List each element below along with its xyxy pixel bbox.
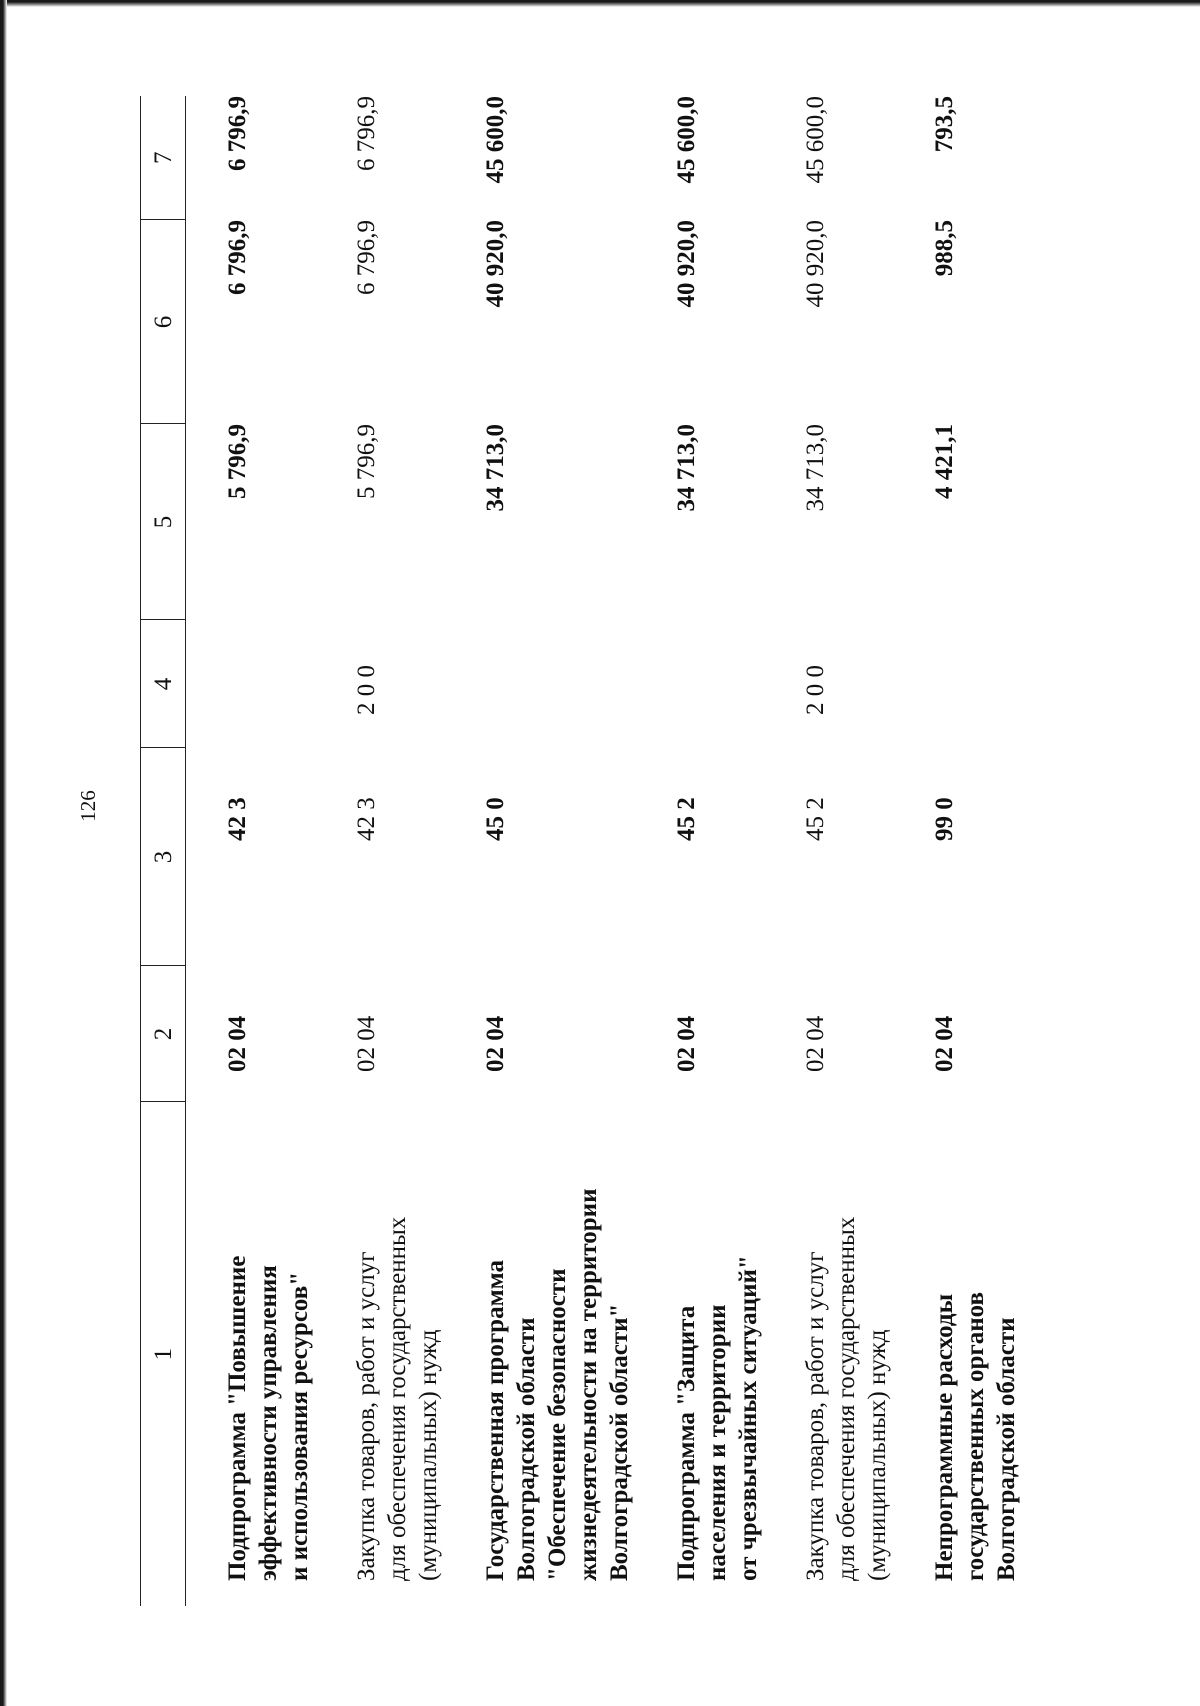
row-name-cell <box>653 1102 782 1606</box>
section-code-cell: 02 04 <box>353 1015 380 1072</box>
row-name-line: Волгоградской области <box>513 1317 540 1581</box>
section-code-cell: 02 04 <box>224 1015 251 1072</box>
amount-col6-cell: 6 796,9 <box>353 220 380 295</box>
row-name-line: (муниципальных) нужд <box>864 1329 891 1581</box>
amount-col5-cell: 4 421,1 <box>931 424 958 499</box>
amount-col6-cell: 40 920,0 <box>673 220 700 308</box>
row-name-line: Закупка товаров, работ и услуг <box>353 1251 380 1581</box>
expense-type-cell: 2 0 0 <box>802 665 829 715</box>
target-code-cell: 45 2 <box>673 797 700 841</box>
row-name-line: Непрограммные расходы <box>931 1293 958 1581</box>
expense-type-cell <box>653 620 782 748</box>
amount-col5-cell: 34 713,0 <box>482 424 509 512</box>
row-name-line: Волгоградской области" <box>606 1303 633 1581</box>
row-name-cell <box>462 1102 653 1606</box>
row-name-line: жизнедеятельности на территории <box>575 1188 602 1581</box>
row-name-line: для обеспечения государственных <box>833 1216 860 1581</box>
amount-col7-cell: 6 796,9 <box>353 96 380 171</box>
row-name-line: и использования ресурсов" <box>286 1271 313 1581</box>
target-code-cell: 42 3 <box>224 797 251 841</box>
amount-col7-cell: 45 600,0 <box>482 96 509 184</box>
expense-type-cell <box>186 620 334 748</box>
column-header-3: 3 <box>141 748 186 966</box>
expense-type-cell <box>462 620 653 748</box>
target-code-cell: 45 0 <box>482 797 509 841</box>
amount-col7-cell: 6 796,9 <box>224 96 251 171</box>
page-number: 126 <box>76 790 100 822</box>
row-name-cell <box>333 1102 462 1606</box>
column-header-2: 2 <box>141 966 186 1102</box>
column-header-1: 1 <box>141 1102 186 1606</box>
expense-type-cell: 2 0 0 <box>353 665 380 715</box>
table-row <box>462 96 653 1606</box>
row-name-line: государственных органов <box>962 1291 989 1581</box>
table-header-row <box>141 96 186 1606</box>
amount-col5-cell: 5 796,9 <box>224 424 251 499</box>
row-name-cell <box>911 1102 1040 1606</box>
amount-col6-cell: 6 796,9 <box>224 220 251 295</box>
row-name-line: Волгоградской области <box>993 1317 1020 1581</box>
column-header-7: 7 <box>141 96 186 220</box>
row-name-line: от чрезвычайных ситуаций" <box>735 1255 762 1581</box>
row-name-line: Государственная программа <box>482 1260 509 1581</box>
amount-col5-cell: 34 713,0 <box>802 424 829 512</box>
row-name-cell <box>186 1102 334 1606</box>
column-header-6: 6 <box>141 220 186 424</box>
amount-col5-cell: 5 796,9 <box>353 424 380 499</box>
table-row <box>653 96 782 1606</box>
row-name-line: (муниципальных) нужд <box>415 1329 442 1581</box>
table-row <box>186 96 334 1606</box>
column-header-5: 5 <box>141 424 186 620</box>
row-name-cell <box>782 1102 911 1606</box>
row-name-line: Подпрограмма "Повышение <box>224 1255 251 1581</box>
row-name-line: "Обеспечение безопасности <box>544 1268 571 1581</box>
amount-col7-cell: 793,5 <box>931 96 958 153</box>
row-name-line: эффективности управления <box>255 1265 282 1581</box>
table-row <box>333 96 462 1606</box>
target-code-cell: 42 3 <box>353 797 380 841</box>
table-row <box>782 96 911 1606</box>
column-header-4: 4 <box>141 620 186 748</box>
section-code-cell: 02 04 <box>931 1015 958 1072</box>
section-code-cell: 02 04 <box>673 1015 700 1072</box>
budget-table <box>140 96 1040 1606</box>
row-name-line: для обеспечения государственных <box>384 1216 411 1581</box>
section-code-cell: 02 04 <box>802 1015 829 1072</box>
amount-col5-cell: 34 713,0 <box>673 424 700 512</box>
table-body <box>186 96 1041 1606</box>
expense-type-cell <box>911 620 1040 748</box>
row-name-line: Подпрограмма "Защита <box>673 1305 700 1581</box>
section-code-cell: 02 04 <box>482 1015 509 1072</box>
row-name-line: населения и территории <box>704 1304 731 1581</box>
amount-col7-cell: 45 600,0 <box>802 96 829 184</box>
amount-col7-cell: 45 600,0 <box>673 96 700 184</box>
amount-col6-cell: 40 920,0 <box>802 220 829 308</box>
amount-col6-cell: 40 920,0 <box>482 220 509 308</box>
target-code-cell: 99 0 <box>931 797 958 841</box>
amount-col6-cell: 988,5 <box>931 220 958 277</box>
target-code-cell: 45 2 <box>802 797 829 841</box>
table-row <box>911 96 1040 1606</box>
row-name-line: Закупка товаров, работ и услуг <box>802 1251 829 1581</box>
